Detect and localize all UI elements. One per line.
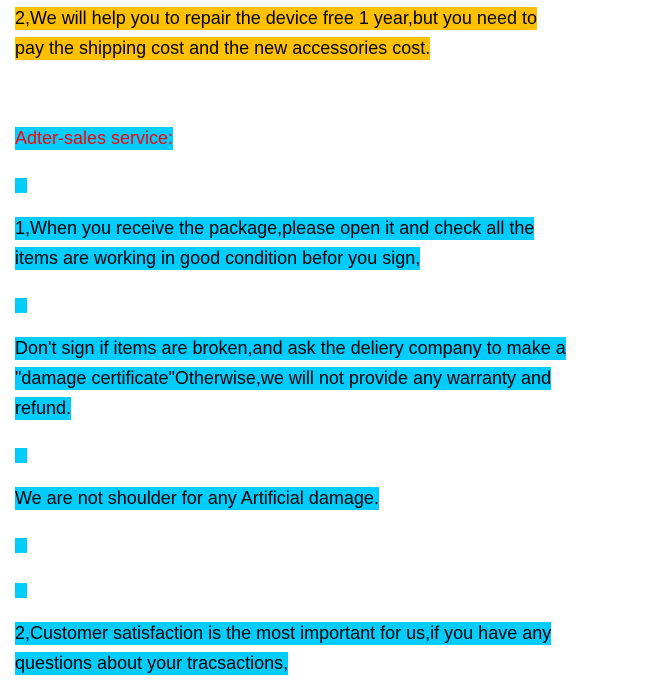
warranty-text-1: 2,We will help you to repair the device free 1 year,but you need to [15,8,537,28]
inspection-line-2 [15,246,420,270]
bullet-marker [15,538,27,553]
satisfaction-line-1 [15,621,551,645]
damage-text-3: refund. [15,398,72,418]
warranty-line-1 [15,6,537,30]
bullet-marker [15,178,27,193]
damage-text-2: "damage certificate"Otherwise,we will not provide any warranty and [15,368,552,388]
warranty-line-2 [15,36,430,60]
artificial-text-1: We are not shoulder for any Artificial damage. [15,488,379,508]
damage-line-3 [15,396,71,420]
bullet-marker [15,448,27,463]
satisfaction-line-2 [15,651,288,675]
bullet-marker [15,583,27,598]
warranty-text-2: pay the shipping cost and the new accessories cost. [15,38,431,58]
bullet-marker [15,298,27,313]
inspection-text-1: 1,When you receive the package,please open it and check all the [15,218,535,238]
after-sales-heading-text: Adter-sales service: [15,128,174,148]
inspection-text-2: items are working in good condition befor you sign, [15,248,421,268]
satisfaction-text-2: questions about your tracsactions, [15,653,289,673]
satisfaction-text-1: 2,Customer satisfaction is the most important for us,if you have any [15,623,552,643]
damage-text-1: Don't sign if items are broken,and ask the deliery company to make a [15,338,566,358]
artificial-line-1 [15,486,379,510]
damage-line-1 [15,336,566,360]
after-sales-heading [15,126,173,150]
damage-line-2 [15,366,551,390]
inspection-line-1 [15,216,534,240]
